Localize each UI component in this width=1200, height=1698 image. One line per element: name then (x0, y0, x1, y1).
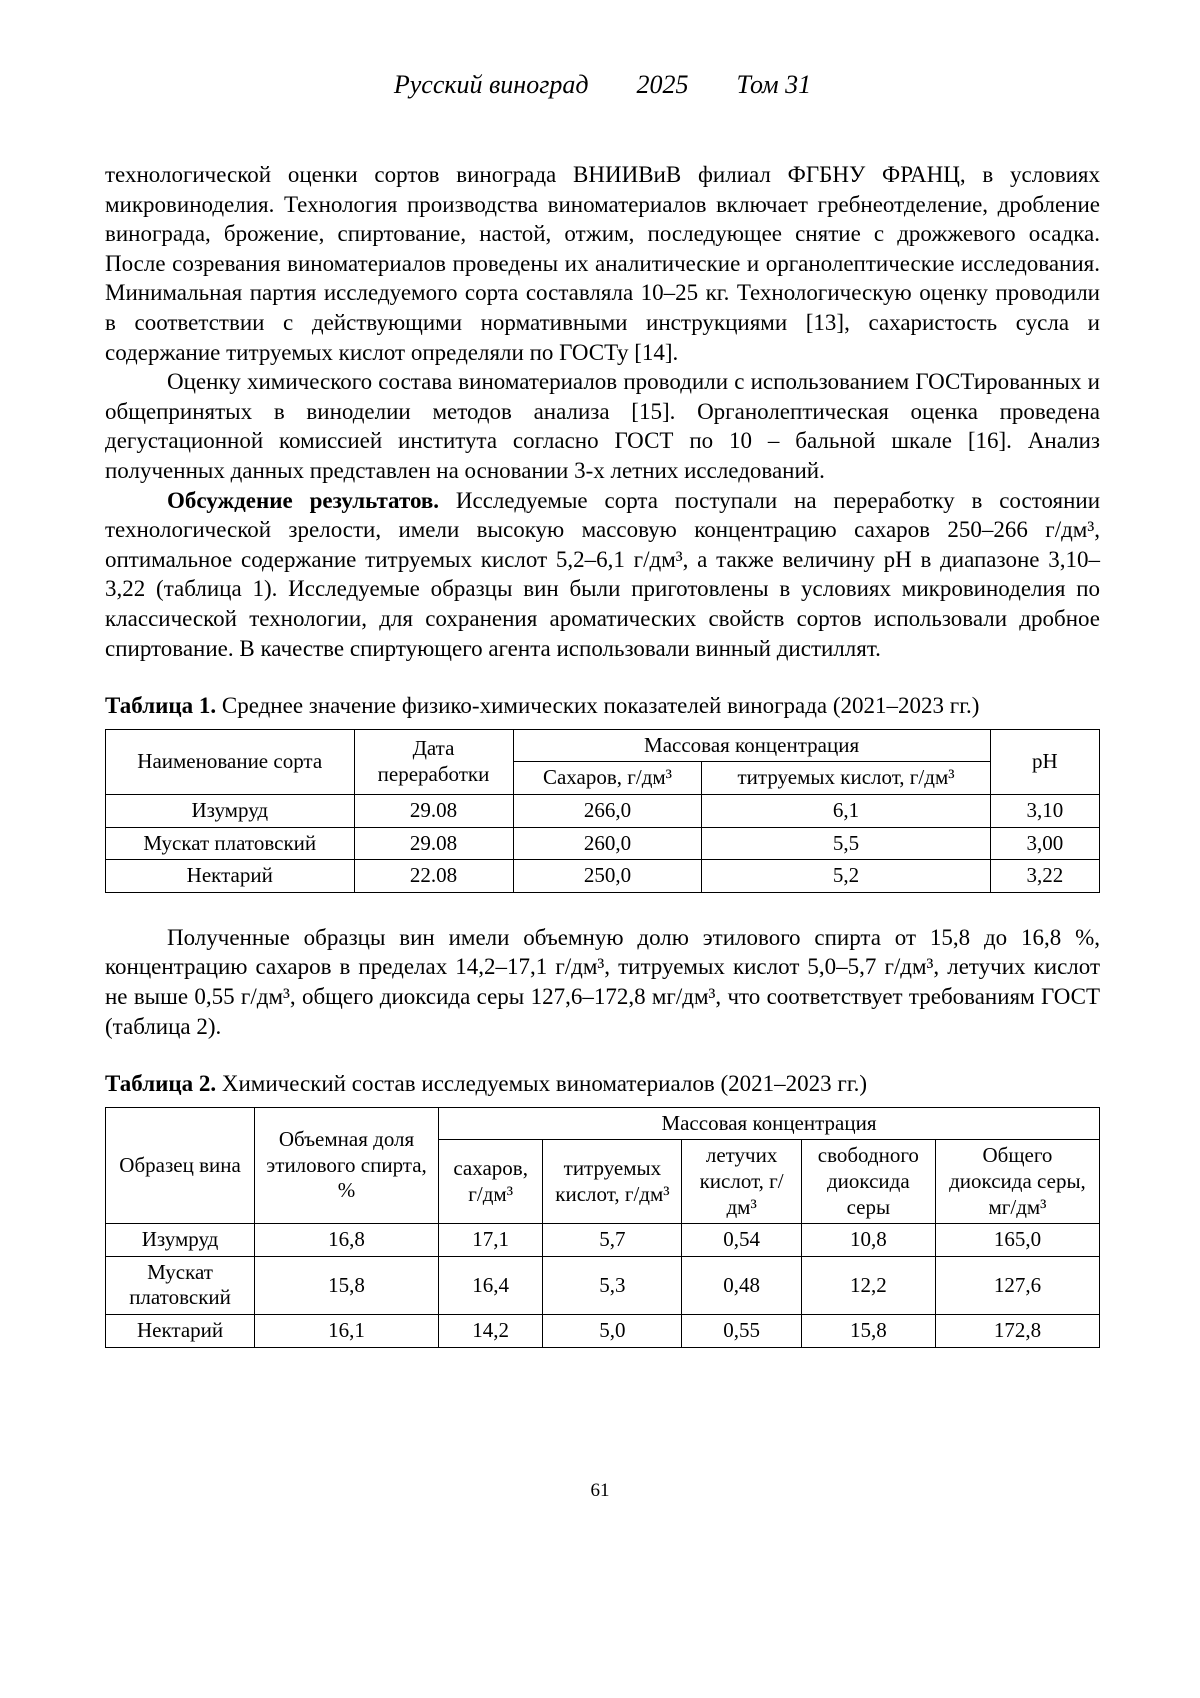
table-cell: 260,0 (513, 827, 702, 860)
table-header-cell: рН (990, 729, 1099, 794)
table-cell: 127,6 (935, 1256, 1099, 1314)
discussion-heading: Обсуждение результатов. (167, 487, 440, 513)
table-header-cell: Дата переработки (354, 729, 513, 794)
table-header-cell: Массовая концентрация (438, 1107, 1099, 1140)
table-cell: 29.08 (354, 794, 513, 827)
table-header-cell: титруемых кислот, г/дм³ (702, 762, 990, 795)
paragraph-discussion (105, 486, 1100, 664)
table-cell: Мускат платовский (106, 827, 355, 860)
table-header-cell: сахаров, г/дм³ (438, 1140, 542, 1224)
table-cell: 5,2 (702, 860, 990, 893)
table1-caption-label: Таблица 1. (105, 693, 217, 719)
table-cell: 0,54 (682, 1224, 801, 1257)
table2 (105, 1107, 1100, 1348)
table-cell: 10,8 (801, 1224, 935, 1257)
table-row (106, 860, 1100, 893)
table-header-cell: титруемых кислот, г/дм³ (543, 1140, 682, 1224)
table-header-cell: Сахаров, г/дм³ (513, 762, 702, 795)
table-header-cell: Наименование сорта (106, 729, 355, 794)
table-row (106, 827, 1100, 860)
table-row (106, 1224, 1100, 1257)
table-cell: Изумруд (106, 1224, 255, 1257)
table-cell: 5,3 (543, 1256, 682, 1314)
table-cell: Изумруд (106, 794, 355, 827)
discussion-text: Исследуемые сорта поступали на переработку в состоянии технологической зрелости, имели высокую массовую концентрацию сахаров 250–266 г/дм³, оптимальное содержание титруемых кислот 5,2–6,1 г/дм³, а также величину рН в диапазоне 3,10–3,22 (таблица 1). Исследуемые образцы вин были приготовлены в условиях микровиноделия по классической технологии, для сохранения ароматических свойств сортов использовали дробное спиртование. В качестве спиртующего агента использовали винный дистиллят. (105, 487, 1100, 661)
table-cell: 5,7 (543, 1224, 682, 1257)
journal-year: 2025 (636, 70, 689, 99)
table-header-cell: летучих кислот, г/дм³ (682, 1140, 801, 1224)
table-header-row (106, 1107, 1100, 1140)
table-row (106, 794, 1100, 827)
paragraph-wine-results: Полученные образцы вин имели объемную долю этилового спирта от 15,8 до 16,8 %, концентрацию сахаров в пределах 14,2–17,1 г/дм³, титруемых кислот 5,0–5,7 г/дм³, летучих кислот не выше 0,55 г/дм³, общего диоксида серы 127,6–172,8 мг/дм³, что соответствует требованиям ГОСТ (таблица 2). (105, 924, 1100, 1039)
table-cell: 172,8 (935, 1314, 1099, 1347)
journal-title: Русский виноград (393, 70, 589, 99)
table-cell: 5,5 (702, 827, 990, 860)
table-cell: 3,22 (990, 860, 1099, 893)
table-cell: 16,4 (438, 1256, 542, 1314)
table-cell: 266,0 (513, 794, 702, 827)
table-cell: Мускат платовский (106, 1256, 255, 1314)
article-body (105, 160, 1100, 1348)
table1-caption-text: Среднее значение физико-химических показателей винограда (2021–2023 гг.) (221, 693, 980, 719)
table-cell: 0,55 (682, 1314, 801, 1347)
table2-caption-text: Химический состав исследуемых виноматериалов (2021–2023 гг.) (221, 1071, 868, 1097)
table-header-cell: Образец вина (106, 1107, 255, 1223)
table-cell: 17,1 (438, 1224, 542, 1257)
table-cell: 3,00 (990, 827, 1099, 860)
table1-caption (105, 691, 1100, 721)
paragraph-methods: Оценку химического состава виноматериалов проводили с использованием ГОСТированных и общепринятых в виноделии методов анализа [15]. Органолептическая оценка проведена дегустационной комиссией института согласно ГОСТ по 10 – бальной шкале [16]. Анализ полученных данных представлен на основании 3-х летних исследований. (105, 369, 1100, 483)
table-cell: Нектарий (106, 860, 355, 893)
table-cell: 29.08 (354, 827, 513, 860)
table-header-row (106, 729, 1100, 762)
table-row (106, 1314, 1100, 1347)
table-cell: 16,8 (255, 1224, 439, 1257)
table-cell: 16,1 (255, 1314, 439, 1347)
running-head (105, 70, 1100, 100)
table-cell: 6,1 (702, 794, 990, 827)
table-cell: 15,8 (801, 1314, 935, 1347)
table2-caption (105, 1069, 1100, 1099)
paragraph-technology: технологической оценки сортов винограда ВНИИВиВ филиал ФГБНУ ФРАНЦ, в условиях микровиноделия. Технология производства виноматериалов включает гребнеотделение, дробление винограда, брожение, спиртование, настой, отжим, последующее снятие с дрожжевого осадка. После созревания виноматериалов проведены их аналитические и органолептические исследования. Минимальная партия исследуемого сорта составляла 10–25 кг. Технологическую оценку проводили в соответствии с действующими нормативными инструкциями [13], сахаристость сусла и содержание титруемых кислот определяли по ГОСТу [14]. (105, 162, 1100, 365)
table-header-cell: Объемная доля этилового спирта, % (255, 1107, 439, 1223)
table-cell: 12,2 (801, 1256, 935, 1314)
table-row (106, 1256, 1100, 1314)
table-cell: Нектарий (106, 1314, 255, 1347)
table-cell: 5,0 (543, 1314, 682, 1347)
table-header-cell: свободного диоксида серы (801, 1140, 935, 1224)
table-header-cell: Массовая концентрация (513, 729, 990, 762)
table-cell: 165,0 (935, 1224, 1099, 1257)
table-cell: 14,2 (438, 1314, 542, 1347)
table-cell: 0,48 (682, 1256, 801, 1314)
journal-volume: Том 31 (736, 70, 812, 99)
table2-caption-label: Таблица 2. (105, 1071, 217, 1097)
table-header-cell: Общего диоксида серы, мг/дм³ (935, 1140, 1099, 1224)
table-cell: 250,0 (513, 860, 702, 893)
table-cell: 15,8 (255, 1256, 439, 1314)
table-cell: 22.08 (354, 860, 513, 893)
table-cell: 3,10 (990, 794, 1099, 827)
table1 (105, 729, 1100, 893)
page-number: 61 (590, 1480, 610, 1501)
